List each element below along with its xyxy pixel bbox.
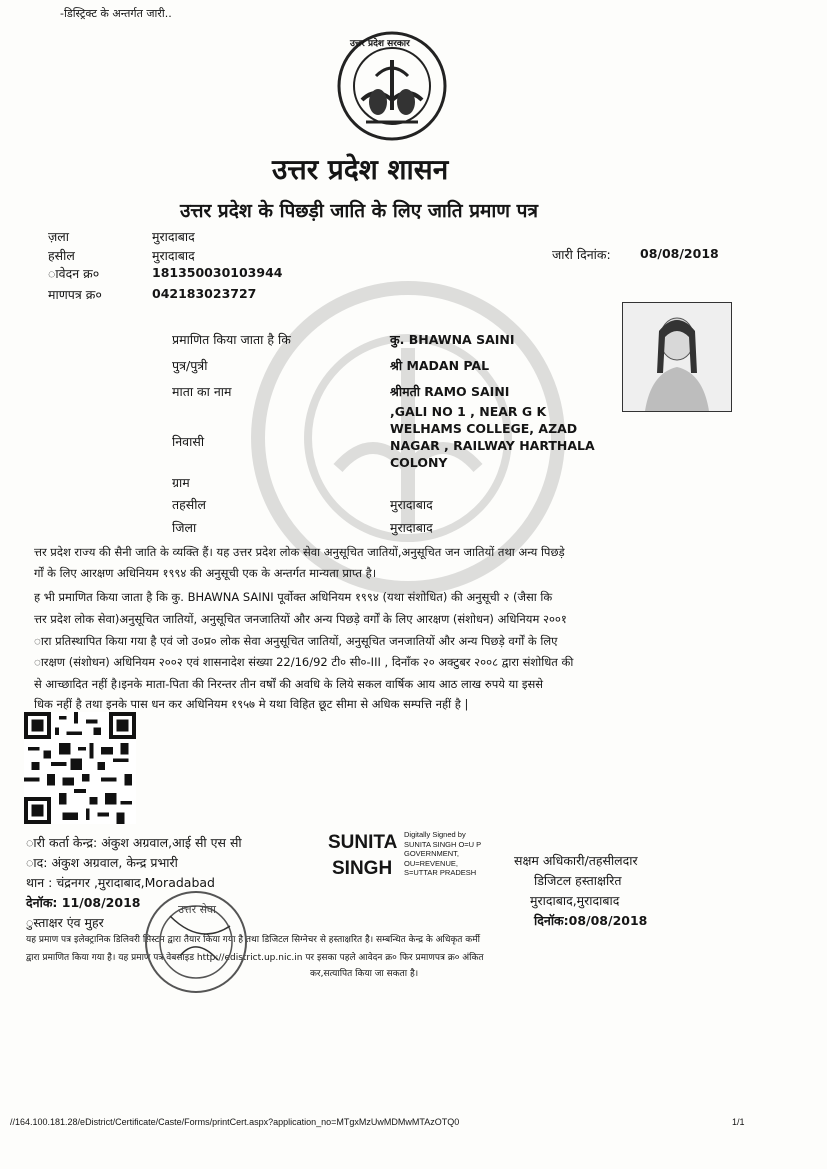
digital-signature-info xyxy=(404,830,481,878)
page-title: उत्तर प्रदेश शासन xyxy=(272,153,449,186)
issue-date-label: जारी दिनांक: xyxy=(552,247,611,262)
print-url: //164.100.181.28/eDistrict/Certificate/Caste/Forms/printCert.aspx?application_no=MTgxMzUwMDMwMTAzOTQ0 xyxy=(10,1117,460,1127)
issuer-name: ाद: अंकुश अग्रवाल, केन्द्र प्रभारी xyxy=(26,855,178,870)
address-line: COLONY xyxy=(390,455,448,470)
detail-district-label: जिला xyxy=(172,520,197,535)
signature-line: OU=REVENUE, xyxy=(404,858,458,868)
body-paragraph-line: से आच्छादित नहीं है।इनके माता-पिता की निरन्तर तीन वर्षों की अवधि के लिये सकल वार्षिक आय आठ लाख रुपये या इससे xyxy=(34,677,544,691)
stamp-text: उत्तर सेवा xyxy=(178,903,217,916)
district-value: मुरादाबाद xyxy=(152,229,195,244)
mother-label: माता का नाम xyxy=(172,384,232,399)
application-number: 181350030103944 xyxy=(152,265,283,280)
address-line: ,GALI NO 1 , NEAR G K xyxy=(390,404,547,419)
certificate-number: 042183023727 xyxy=(152,286,257,301)
detail-tehsil-value: मुरादाबाद xyxy=(390,497,433,512)
authority-title: सक्षम अधिकारी/तहसीलदार xyxy=(514,853,638,868)
authority-date: दिनॉक:08/08/2018 xyxy=(534,913,648,928)
certify-label: प्रमाणित किया जाता है कि xyxy=(172,332,291,347)
parent-label: पुत्र/पुत्री xyxy=(172,358,208,373)
issuer-place: थान : चंद्रनगर ,मुरादाबाद,Moradabad xyxy=(26,875,215,890)
issuer-date: देनॉक: 11/08/2018 xyxy=(26,895,141,910)
address-label: निवासी xyxy=(172,434,205,449)
signature-line: S=UTTAR PRADESH xyxy=(404,868,477,877)
issuer-sign-label: ुस्ताक्षर एंव मुहर xyxy=(26,915,104,930)
tehsil-value: मुरादाबाद xyxy=(152,248,195,263)
footer-note-line: कर,सत्यापित किया जा सकता है। xyxy=(310,969,419,979)
authority-digital: डिजिटल हस्ताक्षरित xyxy=(534,873,622,888)
issue-date-value: 08/08/2018 xyxy=(640,246,719,261)
body-paragraph-line: ह भी प्रमाणित किया जाता है कि कु. BHAWNA SAINI पूर्वोक्त अधिनियम १९९४ (यथा संशोधित) की अनुसूची २ (जैसा कि xyxy=(34,590,553,604)
footer-note-line: द्वारा प्रमाणित किया गया है। यह प्रमाण पत्र वेबसाइड http://edistrict.up.nic.in पर इसका पहले आवेदन क्र० फिर प्रमाणपत्र क्र० अंकित xyxy=(26,953,484,963)
village-label: ग्राम xyxy=(172,475,190,490)
address-line: NAGAR , RAILWAY HARTHALA xyxy=(390,438,595,453)
emblem-text: उत्तर प्रदेश सरकार xyxy=(350,39,410,49)
body-paragraph-line: र्गों के लिए आरक्षण अधिनियम १९९४ की अनुसूची एक के अन्तर्गत मान्यता प्राप्त है। xyxy=(34,566,377,580)
page-number: 1/1 xyxy=(732,1117,745,1127)
qr-code xyxy=(24,712,136,824)
page-subtitle: उत्तर प्रदेश के पिछड़ी जाति के लिए जाति प्रमाण पत्र xyxy=(180,200,538,222)
signer-name-first: SUNITA xyxy=(328,832,398,853)
detail-tehsil-label: तहसील xyxy=(172,497,206,512)
applicant-photo xyxy=(622,302,732,412)
father-name: श्री MADAN PAL xyxy=(390,358,490,373)
tehsil-label: हसील xyxy=(48,248,75,263)
body-paragraph-line: ारा प्रतिस्थापित किया गया है एवं जो उ०प्र० लोक सेवा अनुसूचित जातियों, अनुसूचित जनजातियों और अन्य पिछड़े वर्गों के लिए xyxy=(34,634,558,648)
detail-district-value: मुरादाबाद xyxy=(390,520,433,535)
certificate-label: माणपत्र क्र० xyxy=(48,287,102,302)
top-note: -डिस्ट्रिक्ट के अन्तर्गत जारी.. xyxy=(60,7,172,20)
issuing-center: ारी कर्ता केन्द्र: अंकुश अग्रवाल,आई सी एस सी xyxy=(26,835,242,850)
body-paragraph-line: त्तर प्रदेश राज्य की सैनी जाति के व्यक्ति हैं। यह उत्तर प्रदेश लोक सेवा अनुसूचित जातियों,अनुसूचित जन जातियों तथा अन्य पिछड़े xyxy=(34,545,565,559)
authority-place: मुरादाबाद,मुरादाबाद xyxy=(530,893,620,908)
application-label: ावेदन क्र० xyxy=(48,266,100,281)
body-paragraph-line: त्तर प्रदेश लोक सेवा)अनुसूचित जातियों, अनुसूचित जनजातियों और अन्य पिछड़े वर्गों के लिए आरक्षण (संशोधन) अधिनियम २००१ xyxy=(34,612,567,626)
body-paragraph-line: धिक नहीं है तथा इनके पास धन कर अधिनियम १९५७ मे यथा विहित छूट सीमा से अधिक सम्पत्ति नहीं है | xyxy=(34,697,469,711)
address-line: WELHAMS COLLEGE, AZAD xyxy=(390,421,578,436)
body-paragraph-line: ारक्षण (संशोधन) अधिनियम २००२ एवं शासनादेश संख्या 22/16/92 टी० सी०-III , दिनाँक २० अक्टुबर २००८ द्वारा संशोधित की xyxy=(34,655,574,669)
signature-line: SUNITA SINGH O=U P xyxy=(404,839,482,849)
mother-name: श्रीमती RAMO SAINI xyxy=(390,384,510,399)
applicant-name: कु. BHAWNA SAINI xyxy=(390,332,515,347)
address-block xyxy=(390,403,595,471)
signature-line: GOVERNMENT, xyxy=(404,849,460,858)
footer-note-line: यह प्रमाण पत्र इलेक्ट्रानिक डिलिवरी सिस्टम द्वारा तैयार किया गया है तथा डिजिटल सिग्नेचर से हस्ताक्षरित है। सम्बन्धित केन्द्र के अधिकृत कर्मी xyxy=(26,935,480,945)
signature-line: Digitally Signed by xyxy=(404,830,466,839)
district-label: ज़ला xyxy=(48,229,69,244)
signer-name-last: SINGH xyxy=(332,858,393,879)
